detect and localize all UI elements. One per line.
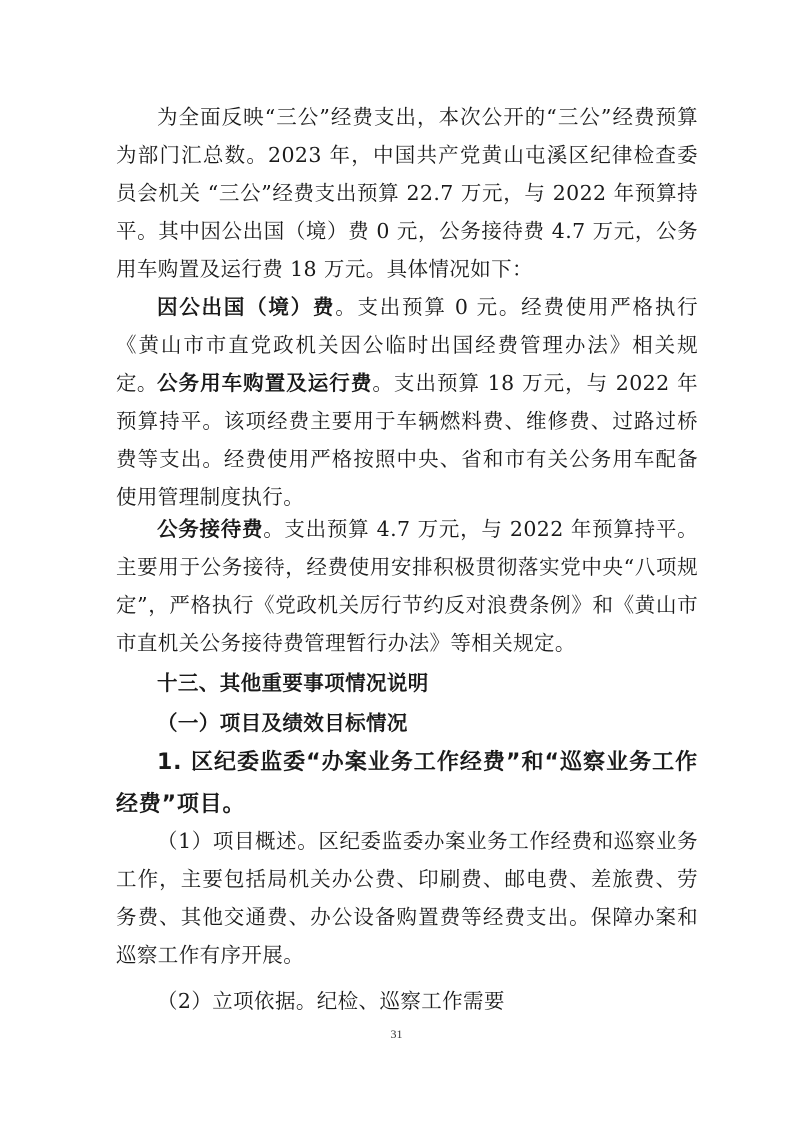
paragraph-project-basis: （2）立项依据。纪检、巡察工作需要	[157, 989, 505, 1013]
paragraph-lead-official-vehicles: 公务用车购置及运行费	[157, 371, 373, 395]
paragraph-body-official-vehicles: 。支出预算 18 万元，与 2022 年预算持平。该项经费主要用于车辆燃料费、维修费、过路过桥费等支出。经费使用严格按照中央、省和市有关公务用车配备使用管理制度执行。	[116, 371, 699, 509]
paragraph-lead-overseas-travel: 因公出国（境）费	[157, 295, 336, 319]
paragraph-body-overseas-travel: 。支出预算 0 元。经费使用严格执行《黄山市市直党政机关因公临时出国经费管理办法》相关规定。	[116, 295, 699, 395]
paragraph-official-vehicles	[116, 364, 698, 516]
paragraph-body-official-reception: 。支出预算 4.7 万元，与 2022 年预算持平。主要用于公务接待，经费使用安排积极贯彻落实党中央“八项规定”，严格执行《党政机关厉行节约反对浪费条例》和《黄山市市直机关公务接待费管理暂行办法》等相关规定。	[116, 517, 698, 655]
paragraph-project-overview: （1）项目概述。区纪委监委办案业务工作经费和巡察业务工作，主要包括局机关办公费、印刷费、邮电费、差旅费、劳务费、其他交通费、办公设备购置费等经费支出。保障办案和巡察工作有序开展。	[116, 829, 698, 967]
subsection-heading-performance-goals: （一）项目及绩效目标情况	[157, 711, 408, 735]
page-number: 31	[390, 1027, 403, 1041]
paragraph-lead-official-reception: 公务接待费	[157, 517, 264, 541]
item-heading-case-inspection-funds: 1. 区纪委监委“办案业务工作经费”和“巡察业务工作经费”项目。	[116, 750, 698, 817]
paragraph-three-public-overview: 为全面反映“三公”经费支出，本次公开的“三公”经费预算为部门汇总数。2023 年，中国共产党黄山屯溪区纪律检查委员会机关 “三公”经费支出预算 22.7 万元，与 2022 年预算持平。其中因公出国（境）费 0 元，公务接待费 4.7 万元，公务用车购置及运行费 18 万元。具体情况如下：	[116, 105, 698, 281]
section-heading-other-matters: 十三、其他重要事项情况说明	[157, 671, 429, 695]
paragraph-official-reception	[116, 510, 698, 662]
